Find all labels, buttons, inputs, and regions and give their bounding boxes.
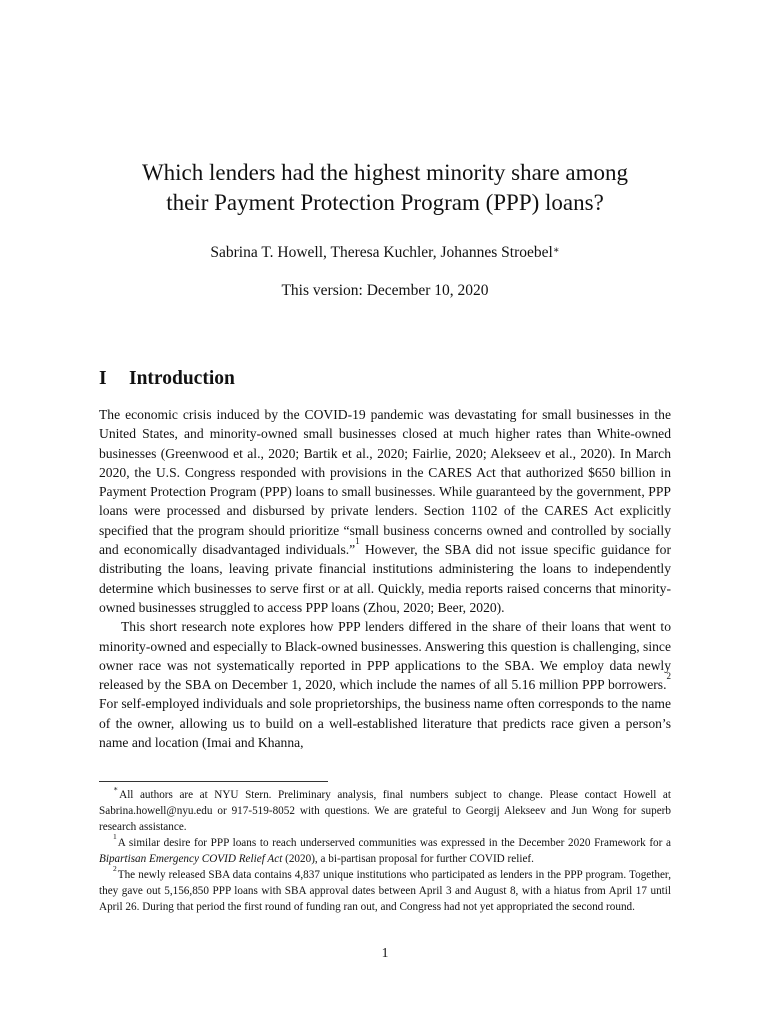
footnote-author: [99, 784, 671, 835]
body-text: [99, 405, 671, 752]
paragraph-2-text-a: This short research note explores how PPP lenders differed in the share of their loans that went to minority-owned and especially to Black-owned businesses. Answering this question is challenging, since owner race was not systematically reported in PPP applications to the SBA. We employ data newly released by the SBA on December 1, 2020, which include the names of all 5.16 million PPP borrowers.: [99, 619, 671, 693]
title-line-2: their Payment Protection Program (PPP) loans?: [166, 190, 604, 215]
author-footnote-mark[interactable]: ∗: [552, 245, 560, 256]
footnote-1-italic: Bipartisan Emergency COVID Relief Act: [99, 853, 283, 865]
title-line-1: Which lenders had the highest minority share among: [141, 160, 629, 185]
paragraph-1-text-a: The economic crisis induced by the COVID-19 pandemic was devastating for small businesses in the United States, and minority-owned small businesses closed at much higher rates than White-owned businesses (Greenwood et al., 2020; Bartik et al., 2020; Fairlie, 2020; Alekseev et al., 2020). In March 2020, the U.S. Congress responded with provisions in the CARES Act that authorized $650 billion in Payment Protection Program (PPP) loans to small businesses. While guaranteed by the government, PPP loans were processed and disbursed by private lenders. Section 1102 of the CARES Act explicitly specified that the program should prioritize “small business concerns owned and controlled by socially and economically disadvantaged individuals.”: [99, 407, 671, 558]
section-number: I: [99, 368, 107, 389]
footnote-1-text-b: (2020), a bi-partisan proposal for further COVID relief.: [282, 853, 534, 865]
footnote-2: [99, 864, 671, 915]
paragraph-2-text-b: For self-employed individuals and sole proprietorships, the business name often corresponds to the name of the owner, allowing us to build on a well-established literature that predicts race given a person’s name and location (Imai and Khanna,: [99, 696, 671, 751]
footnote-ref-1[interactable]: 1: [355, 536, 360, 547]
paragraph-2: [99, 617, 671, 752]
footnote-1: [99, 832, 671, 867]
paragraph-1: [99, 405, 671, 617]
page-number: 1: [381, 945, 389, 960]
footnote-2-mark: 2: [113, 864, 117, 873]
footnote-1-text-a: A similar desire for PPP loans to reach underserved communities was expressed in the December 2020 Framework for a: [117, 837, 671, 849]
footnote-1-mark: 1: [113, 832, 117, 841]
footnote-rule: [99, 781, 328, 782]
footnotes: [99, 784, 671, 915]
section-title: Introduction: [129, 368, 235, 389]
author-list: [60, 243, 710, 263]
version-date: This version: December 10, 2020: [281, 282, 489, 299]
footnote-author-text: All authors are at NYU Stern. Preliminary analysis, final numbers subject to change. Please contact Howell at Sabrina.howell@nyu.edu or 917-519-8052 with questions. We are grateful to Georgij Alekseev and Jun Wong for superb research assistance.: [99, 789, 671, 833]
paragraph-1-text-b: However, the SBA did not issue specific guidance for distributing the loans, leaving private financial institutions administering the loans to independently determine which businesses to serve first or at all. Quickly, media reports raised concerns that minority-owned businesses struggled to access PPP loans (Zhou, 2020; Beer, 2020).: [99, 542, 671, 615]
footnote-author-mark: ∗: [113, 784, 119, 793]
section-heading: [99, 367, 235, 391]
footnote-ref-2[interactable]: 2: [666, 671, 671, 682]
footnote-2-text: The newly released SBA data contains 4,837 unique institutions who participated as lenders in the PPP program. Together, they gave out 5,156,850 PPP loans with SBA approval dates between April 3 and August 8, with a hiatus from April 17 until April 26. During that period the first round of funding ran out, and Congress had not yet appropriated the second round.: [99, 869, 671, 913]
paper-title: [60, 158, 710, 218]
author-names: Sabrina T. Howell, Theresa Kuchler, Johannes Stroebel: [210, 244, 553, 261]
